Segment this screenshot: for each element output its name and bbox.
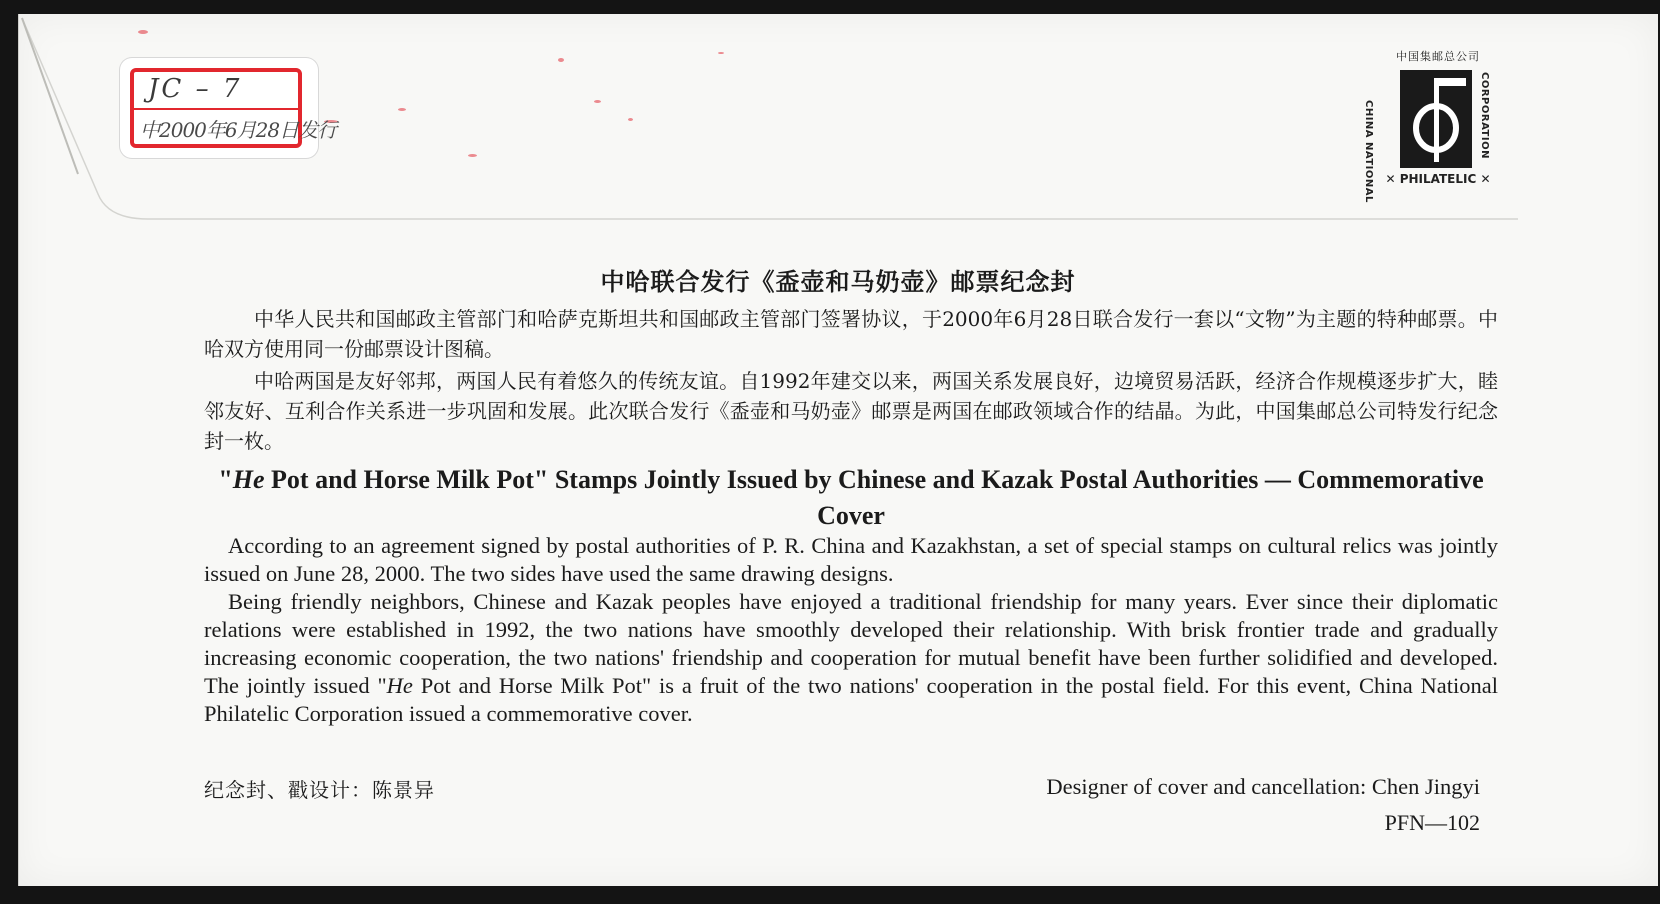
english-paragraph-2-he: He <box>386 673 413 698</box>
logo-chinese-name: 中国集邮总公司 <box>1396 50 1480 63</box>
english-paragraph-2-part-a: Being friendly neighbors, Chinese and Kazak peoples have enjoyed a traditional friendship for many years. Ever since their diplomatic relations were established in 1992, the two nations have smoothly developed their relationship. With brisk frontier trade and gradually increasing economic cooperation, the two nations' friendship and cooperation for mutual benefit have been further solidified and developed. The jointly issued " <box>204 589 1498 698</box>
envelope-back <box>18 14 1658 886</box>
label-red-frame <box>130 68 337 148</box>
logo-bottom-text: ✕ PHILATELIC ✕ <box>1385 172 1491 186</box>
chinese-title: 中哈联合发行《盉壶和马奶壶》邮票纪念封 <box>600 268 1076 296</box>
ink-speck <box>138 30 148 34</box>
english-paragraph-1: According to an agreement signed by postal authorities of P. R. China and Kazakhstan, a set of special stamps on cultural relics was jointly issued on June 28, 2000. The two sides have used the same drawing designs. <box>204 533 1498 586</box>
ink-speck <box>718 52 724 54</box>
logo-bottom-label: PHILATELIC <box>1399 172 1477 186</box>
logo-emblem <box>1400 70 1472 168</box>
label-code: JC – 7 <box>148 74 243 104</box>
logo-right-text: CORPORATION <box>1479 72 1490 159</box>
ink-speck <box>558 58 564 62</box>
english-title-quote: " <box>218 465 233 494</box>
label-divider <box>134 108 298 110</box>
chinese-designer-credit: 纪念封、戳设计：陈景异 <box>204 778 435 802</box>
english-title <box>204 462 1498 534</box>
english-title-rest: Pot and Horse Milk Pot" Stamps Jointly Issued by Chinese and Kazak Postal Authorities — Commemorative Cover <box>264 465 1484 530</box>
logo-emblem-icon <box>1400 70 1472 168</box>
chinese-paragraph-2: 中哈两国是友好邻邦，两国人民有着悠久的传统友谊。自1992年建交以来，两国关系发展良好，边境贸易活跃，经济合作规模逐步扩大，睦邻友好、互利合作关系进一步巩固和发展。此次联合发行《盉壶和马奶壶》邮票是两国在邮政领域合作的结晶。为此，中国集邮总公司特发行纪念封一枚。 <box>204 369 1498 453</box>
ink-speck <box>398 108 406 111</box>
ink-speck <box>594 100 601 103</box>
chinese-paragraph-1: 中华人民共和国邮政主管部门和哈萨克斯坦共和国邮政主管部门签署协议，于2000年6月28日联合发行一套以“文物”为主题的特种邮票。中哈双方使用同一份邮票设计图稿。 <box>204 307 1498 361</box>
english-paragraph-2-part-b: Pot and Horse Milk Pot" is a fruit of the two nations' cooperation in the postal field. For this event, China National Philatelic Corporation issued a commemorative cover. <box>204 673 1499 726</box>
catalogue-label <box>120 58 337 158</box>
cnpc-logo <box>1363 48 1494 203</box>
english-paragraph-2 <box>204 588 1498 728</box>
logo-left-text: CHINA NATIONAL <box>1363 100 1374 203</box>
label-handwritten-note: 中2000年6月28日发行 <box>140 118 337 142</box>
ink-speck <box>468 154 477 157</box>
english-title-he: He <box>232 465 265 494</box>
logo-left-text-wrap <box>1363 70 1398 203</box>
ink-speck <box>628 118 633 121</box>
english-designer-credit: Designer of cover and cancellation: Chen Jingyi <box>1046 774 1480 799</box>
cover-code: PFN—102 <box>1384 810 1480 835</box>
